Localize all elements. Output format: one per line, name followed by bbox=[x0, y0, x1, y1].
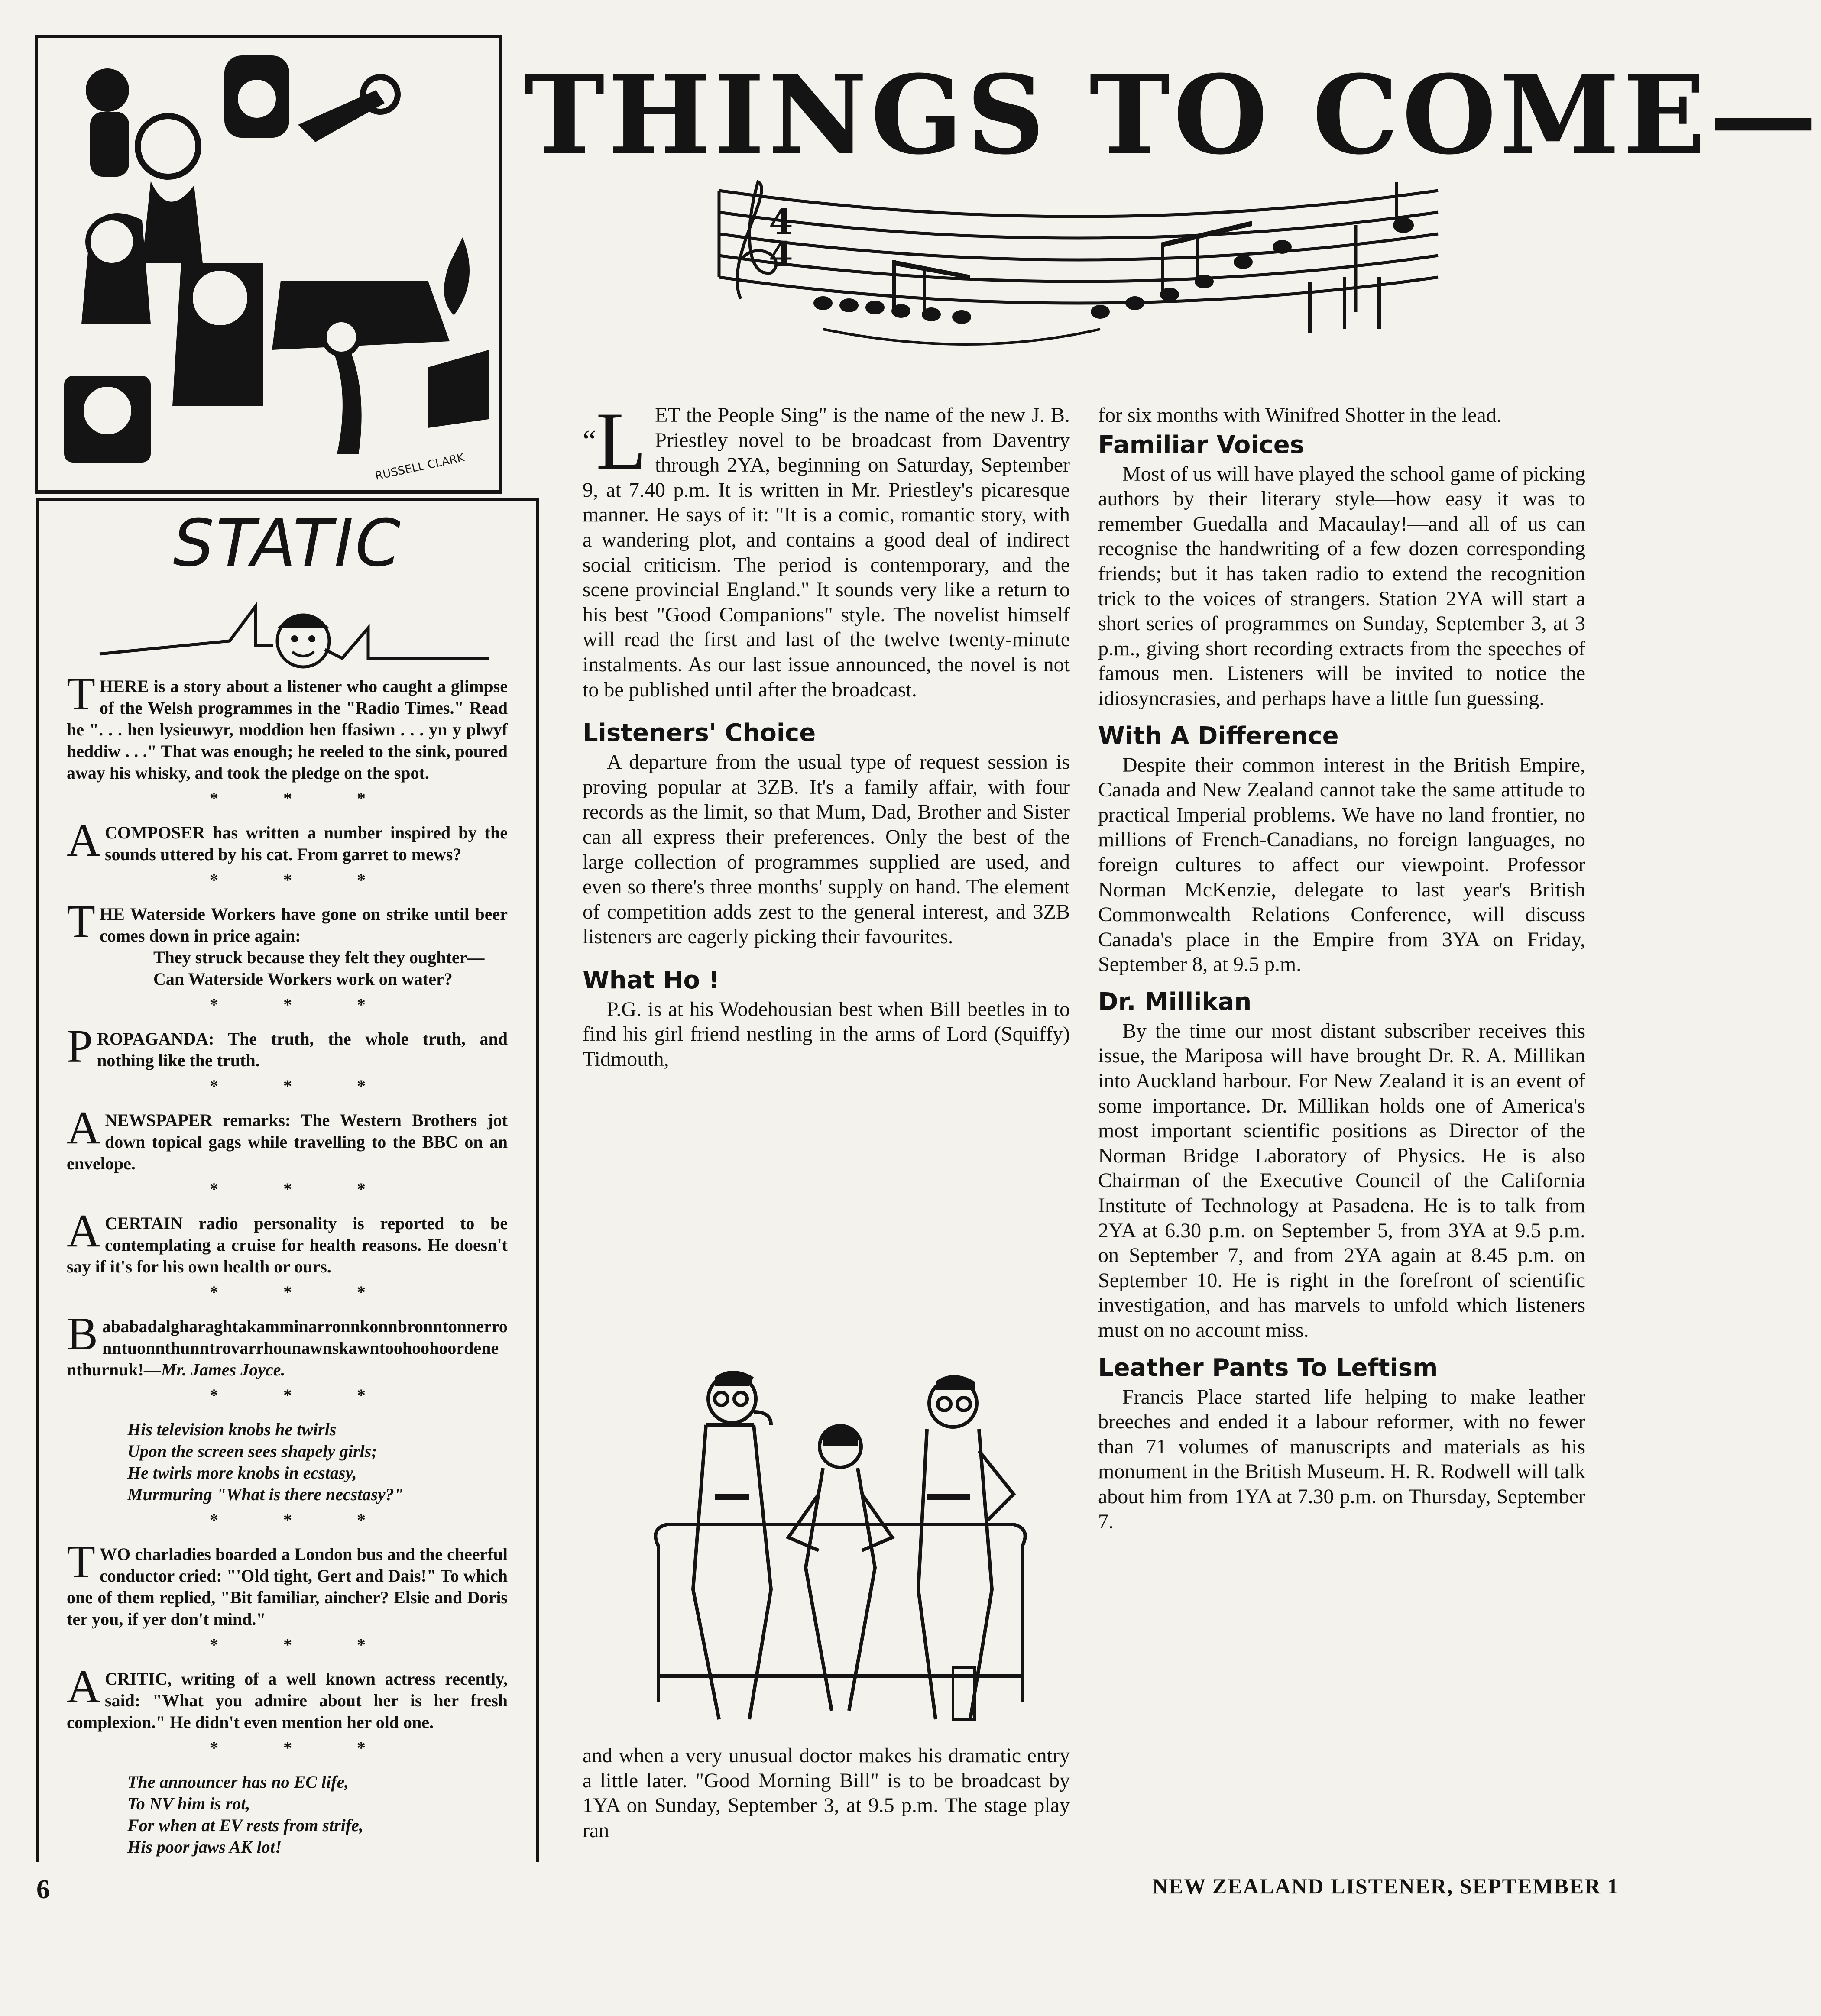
section-body: Despite their common interest in the British Empire, Canada and New Zealand cannot take the same attitude to practical Imperial problems. We have no land frontier, no millions of French-Canadians, no foreign languages, no foreign cultures to affect our viewpoint. Professor Norman McKenzie, delegate to last year's British Commonwealth Relations Conference, will discuss Canada's place in the Empire from 3YA on Friday, September 8, at 9.5 p.m. bbox=[1098, 753, 1585, 976]
section-heading: Familiar Voices bbox=[1098, 430, 1305, 459]
static-item bbox=[36, 1536, 539, 1630]
svg-text:4: 4 bbox=[769, 201, 793, 242]
three-figures-on-sofa-cartoon-icon bbox=[641, 1364, 1040, 1728]
static-item-text: HERE is a story about a listener who caught a glimpse of the Welsh programmes in the "Radio Times." Read he ". . . hen lysieuwyr, moddion hen ffasiwn . . . yn y plwyf heddiw . . ." That was enough; he reeled to the sink, poured away his whisky, and took the pledge on the spot. bbox=[67, 676, 508, 783]
static-item-text: COMPOSER has written a number inspired by the sounds uttered by his cat. From garret to mews? bbox=[105, 823, 508, 864]
static-item-text: NEWSPAPER remarks: The Western Brothers jot down topical gags while travelling to the BBC on an envelope. bbox=[67, 1110, 508, 1173]
section-heading: With A Difference bbox=[1098, 722, 1339, 750]
separator-stars: * * * bbox=[210, 1738, 396, 1757]
section-body: Francis Place started life helping to make leather breeches and ended it a labour reformer, with no fewer than 71 volumes of manuscripts and materials as his monument in the British Museum. H. R. Rodwell will talk about him from 1YA at 7.30 p.m. on Thursday, September 7. bbox=[1098, 1385, 1585, 1533]
section-body: By the time our most distant subscriber receives this issue, the Mariposa will have brought Dr. R. A. Millikan into Auckland harbour. For New Zealand it is an event of some importance. Dr. Millikan holds one of America's most important scientific positions as Director of the Norman Bridge Laboratory of Physics. He is also Chairman of the Executive Council of the California Institute of Technology at Pasadena. He is to talk from 2YA at 6.30 p.m. on September 5, from 3YA at 9.5 p.m. on September 7, and from 2YA again at 8.45 p.m. on September 10. He is right in the forefront of scientific investigation, and has marvels to unfold which listeners must on no account miss. bbox=[1098, 1019, 1585, 1342]
section-heading: Dr. Millikan bbox=[1098, 987, 1252, 1016]
static-item-text: WO charladies boarded a London bus and the cheerful conductor cried: "'Old tight, Gert and Dais!" To which one of them replied, "Bit familiar, aincher? Elsie and Doris ter you, if yer don't mind." bbox=[67, 1544, 508, 1629]
separator-stars: * * * bbox=[210, 995, 396, 1014]
static-item bbox=[36, 1021, 539, 1072]
jazz-band-illustration-icon bbox=[38, 38, 499, 490]
static-items bbox=[36, 668, 539, 1858]
lead-article bbox=[583, 396, 1070, 702]
separator-stars: * * * bbox=[210, 789, 396, 808]
static-item bbox=[36, 1308, 539, 1381]
separator-stars: * * * bbox=[210, 1076, 396, 1096]
verse-line: His television knobs he twirls bbox=[127, 1420, 337, 1439]
dropcap: P bbox=[67, 1021, 93, 1072]
face-zigzag-ornament-icon bbox=[100, 589, 489, 667]
section-heading: What Ho ! bbox=[583, 966, 720, 994]
attribution: Mr. James Joyce. bbox=[161, 1360, 285, 1379]
static-column-title: STATIC bbox=[173, 506, 402, 581]
rhyme-line: They struck because they felt they oughter— bbox=[153, 948, 485, 967]
static-item-text: ababadalgharaghtakamminarronnkonnbronntonnerronntuonnthunntrovarrhounawnskawntoohoohoordenenthurnuk!— bbox=[67, 1317, 508, 1379]
dropcap: A bbox=[67, 1205, 100, 1257]
section-body: A departure from the usual type of request session is proving popular at 3ZB. It's a family affair, with four records as the limit, so that Mum, Dad, Brother and Sister can all express their preferences. Only the best of the large collection of programmes supplied are used, and even so there's three months' supply on hand. The element of competition adds zest to the general interest, and 3ZB listeners are eagerly picking their favourites. bbox=[583, 751, 1070, 948]
section-body: Most of us will have played the school game of picking authors by their literary style—how easy it was to remember Guedalla and Macaulay!—and all of us can recognise the handwriting of a few dozen corresponding friends; but it has taken radio to extend the recognition trick to the voices of strangers. Station 2YA will start a short series of programmes on Sunday, September 3, at 3 p.m., giving short recording extracts from the speeches of famous men. Listeners will be invited to notice the idiosyncrasies, and perhaps have a little fun guessing. bbox=[1098, 462, 1585, 710]
dropcap-quote: “ bbox=[583, 424, 596, 458]
section-heading: Leather Pants To Leftism bbox=[1098, 1353, 1438, 1382]
static-item bbox=[36, 668, 539, 784]
separator-stars: * * * bbox=[210, 1179, 396, 1199]
static-item bbox=[36, 896, 539, 948]
verse-line: To NV him is rot, bbox=[127, 1794, 250, 1813]
dropcap: T bbox=[67, 1536, 95, 1588]
dropcap: T bbox=[67, 668, 95, 720]
middle-column-continuation bbox=[583, 1743, 1070, 1843]
static-item bbox=[36, 1661, 539, 1733]
section-continuation: and when a very unusual doctor makes his dramatic entry a little later. "Good Morning Bill" is to be broadcast by 1YA on Sunday, September 3, at 9.5 p.m. The stage play ran bbox=[583, 1744, 1070, 1842]
verse-line: Murmuring "What is there necstasy?" bbox=[127, 1485, 404, 1504]
dropcap: B bbox=[67, 1308, 98, 1360]
static-item bbox=[36, 1205, 539, 1278]
static-item bbox=[36, 815, 539, 866]
section-continuation: for six months with Winifred Shotter in the lead. bbox=[1098, 404, 1502, 427]
separator-stars: * * * bbox=[210, 1635, 396, 1654]
running-footer: NEW ZEALAND LISTENER, SEPTEMBER 1 bbox=[1152, 1874, 1619, 1898]
dropcap: T bbox=[67, 896, 95, 948]
dropcap: A bbox=[67, 815, 100, 866]
right-column bbox=[1098, 403, 1585, 1534]
verse-line: His poor jaws AK lot! bbox=[127, 1837, 282, 1857]
verse-line: For when at EV rests from strife, bbox=[127, 1815, 363, 1835]
page-number: 6 bbox=[36, 1875, 50, 1904]
dropcap-letter: L bbox=[596, 396, 647, 487]
middle-column bbox=[583, 396, 1070, 1072]
section-body: P.G. is at his Wodehousian best when Bill beetles in to find his girl friend nestling in the arms of Lord (Squiffy) Tidmouth, bbox=[583, 997, 1070, 1071]
dropcap: A bbox=[67, 1661, 100, 1712]
artist-signature: RUSSELL CLARK bbox=[374, 451, 466, 483]
page-title: THINGS TO COME— bbox=[524, 51, 1821, 178]
separator-stars: * * * bbox=[210, 870, 396, 890]
rhyme-line: Can Waterside Workers work on water? bbox=[153, 969, 453, 989]
svg-text:4: 4 bbox=[769, 234, 793, 275]
separator-stars: * * * bbox=[210, 1282, 396, 1302]
static-item bbox=[36, 1102, 539, 1175]
dropcap: A bbox=[67, 1102, 100, 1154]
separator-stars: * * * bbox=[210, 1510, 396, 1530]
music-staff-graphic-icon bbox=[710, 173, 1447, 359]
verse-line: The announcer has no EC life, bbox=[127, 1772, 349, 1792]
jazz-band-illustration bbox=[35, 35, 502, 494]
static-item-text: ROPAGANDA: The truth, the whole truth, and nothing like the truth. bbox=[97, 1029, 508, 1070]
verse-line: Upon the screen sees shapely girls; bbox=[127, 1441, 377, 1461]
static-item-text: HE Waterside Workers have gone on strike until beer comes down in price again: bbox=[99, 904, 508, 945]
separator-stars: * * * bbox=[210, 1385, 396, 1405]
lead-article-text: ET the People Sing" is the name of the new J. B. Priestley novel to be broadcast from Daventry through 2YA, beginning on Saturday, September 9, at 7.40 p.m. It is written in Mr. Priestley's picaresque manner. He says of it: "It is a comic, romantic story, with a wandering plot, and contains a good deal of indirect social criticism. The period is contemporary, and the scene provincial England." It sounds very like a return to his best "Good Companions" style. The novelist himself will read the first and last of the twelve twenty-minute instalments. As our last issue announced, the novel is not to be published until after the broadcast. bbox=[583, 404, 1070, 701]
static-item-text: CERTAIN radio personality is reported to be contemplating a cruise for health reasons. He doesn't say if it's for his own health or ours. bbox=[67, 1213, 508, 1276]
dropcap bbox=[583, 396, 647, 487]
static-item-text: CRITIC, writing of a well known actress recently, said: "What you admire about her is her fresh complexion." He didn't even mention her old one. bbox=[67, 1669, 508, 1732]
verse-line: He twirls more knobs in ecstasy, bbox=[127, 1463, 357, 1482]
section-heading: Listeners' Choice bbox=[583, 719, 816, 748]
